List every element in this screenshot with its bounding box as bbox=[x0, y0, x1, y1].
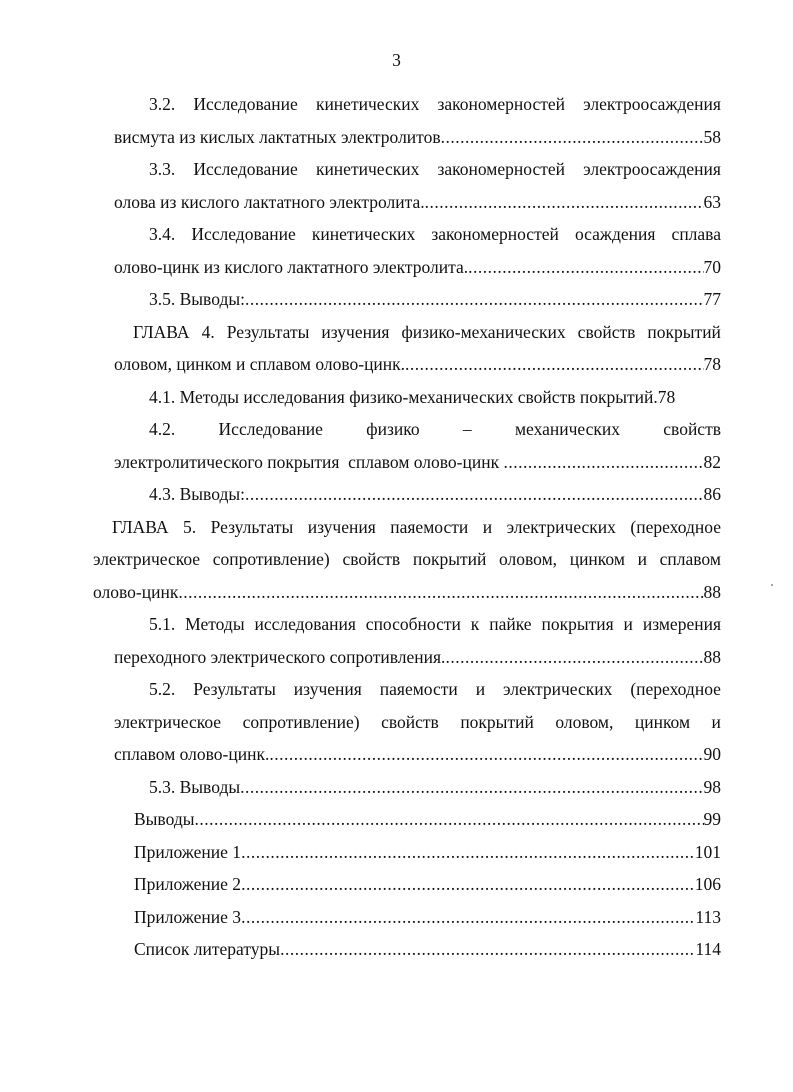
toc-word: пайке bbox=[489, 614, 532, 634]
page-number: 3 bbox=[392, 50, 401, 70]
toc-page-number: 106 bbox=[694, 874, 721, 894]
toc-word: (переходное bbox=[630, 516, 721, 537]
dot-leader bbox=[269, 739, 703, 770]
toc-entry-5-1-line2[interactable] bbox=[114, 642, 721, 673]
toc-entry-3-4-line1 bbox=[114, 219, 721, 250]
toc-entry-text: 5.3. Выводы bbox=[149, 776, 241, 797]
toc-page-number: 82 bbox=[703, 451, 721, 472]
toc-word: паяемости bbox=[390, 516, 469, 537]
toc-word: Результаты bbox=[210, 516, 294, 537]
toc-entry-text: висмута из кислых лактатных электролитов bbox=[114, 126, 441, 147]
toc-word: к bbox=[470, 614, 480, 634]
dot-leader bbox=[178, 577, 703, 608]
toc-word: Результаты bbox=[193, 679, 276, 699]
toc-word: кинетических bbox=[315, 159, 420, 179]
toc-word: Исследование bbox=[218, 419, 323, 439]
toc-entry-3-3-line1 bbox=[114, 154, 721, 185]
toc-word: и bbox=[482, 516, 493, 537]
toc-word: оловом, bbox=[499, 549, 558, 569]
toc-entry-text: электролитического покрытия сплавом олово-цинк bbox=[114, 451, 504, 472]
toc-entry-3-3-line2[interactable] bbox=[114, 187, 721, 218]
toc-entry-3-5[interactable] bbox=[114, 284, 721, 315]
toc-page-number: 114 bbox=[695, 939, 721, 959]
toc-word: кинетических bbox=[311, 224, 416, 244]
toc-page-number: 86 bbox=[703, 484, 721, 504]
toc-page-number: 90 bbox=[703, 744, 721, 764]
dot-leader bbox=[194, 804, 703, 835]
scan-speck bbox=[771, 584, 773, 586]
toc-word: 5. bbox=[183, 516, 197, 537]
toc-word: физико bbox=[366, 419, 420, 439]
toc-entry-text: 3.5. Выводы: bbox=[149, 289, 245, 309]
toc-word: оловом, bbox=[555, 711, 614, 732]
toc-entry-text: Список литературы bbox=[134, 939, 281, 959]
toc-page-number: 98 bbox=[703, 776, 721, 797]
toc-word: измерения bbox=[642, 614, 721, 634]
dot-leader bbox=[504, 447, 704, 478]
toc-word: и bbox=[623, 614, 633, 634]
toc-entry-5-2-line3[interactable] bbox=[114, 739, 721, 770]
toc-word: Исследование bbox=[191, 224, 296, 244]
dot-leader bbox=[241, 837, 695, 868]
toc-word: Результаты bbox=[226, 321, 310, 342]
toc-entry-3-2-line2[interactable] bbox=[114, 122, 721, 153]
toc-chapter-5-line2 bbox=[93, 544, 721, 575]
toc-entry-text: олово-цинк bbox=[93, 581, 179, 602]
toc-entry-5-3[interactable] bbox=[114, 772, 721, 803]
toc-entry-text: 4.3. Выводы: bbox=[149, 484, 245, 504]
toc-word: Исследование bbox=[193, 159, 298, 179]
toc-entry-text: Выводы bbox=[134, 809, 195, 829]
toc-word: 3.3. bbox=[149, 159, 176, 179]
toc-entry-4-1[interactable] bbox=[114, 382, 721, 413]
toc-page-number: 63 bbox=[703, 191, 721, 212]
toc-word: свойств bbox=[342, 549, 401, 569]
toc-word: 4.2. bbox=[149, 419, 176, 439]
toc-word: электрических bbox=[506, 516, 616, 537]
toc-entry-text: 4.1. Методы исследования физико-механических свойств покрытий. bbox=[149, 386, 658, 407]
toc-word: электроосаждения bbox=[583, 94, 721, 114]
toc-entry-text: Приложение 2 bbox=[134, 874, 242, 894]
toc-word: изучения bbox=[307, 516, 376, 537]
toc-page-number: 88 bbox=[703, 581, 721, 602]
dot-leader bbox=[441, 122, 704, 153]
toc-word: электроосаждения bbox=[583, 159, 721, 179]
toc-chapter-4-line2[interactable] bbox=[114, 349, 721, 380]
toc-word: 5.2. bbox=[149, 679, 176, 699]
toc-word: цинком bbox=[569, 549, 625, 569]
toc-entry-references[interactable] bbox=[114, 934, 721, 965]
toc-page-number: 101 bbox=[694, 841, 721, 862]
toc-word: электрическое bbox=[93, 549, 201, 569]
toc-entry-5-2-line2 bbox=[114, 707, 721, 738]
toc-word: сопротивление) bbox=[212, 549, 330, 569]
toc-entry-3-2-line1 bbox=[114, 89, 721, 120]
toc-page-number: 78 bbox=[657, 386, 676, 407]
toc-word: – bbox=[462, 419, 472, 439]
toc-entry-appendix-3[interactable] bbox=[114, 902, 721, 933]
toc-entry-text: Приложение 3 bbox=[134, 906, 242, 927]
toc-word: 3.2. bbox=[149, 94, 176, 114]
dot-leader bbox=[245, 479, 704, 510]
toc-word: электрических bbox=[503, 679, 613, 699]
toc-word: электрическое bbox=[114, 711, 222, 732]
toc-word: свойств bbox=[663, 419, 721, 439]
toc-entry-appendix-2[interactable] bbox=[114, 869, 721, 900]
toc-word: свойств bbox=[381, 711, 439, 732]
toc-word: исследования bbox=[254, 614, 356, 634]
toc-chapter-4-line1 bbox=[114, 317, 721, 348]
dot-leader bbox=[240, 772, 703, 803]
dot-leader bbox=[468, 252, 703, 283]
toc-entry-text: Приложение 1 bbox=[134, 841, 242, 862]
toc-entry-3-4-line2[interactable] bbox=[114, 252, 721, 283]
toc-word: осаждения bbox=[574, 224, 656, 244]
toc-word: покрытий bbox=[412, 549, 487, 569]
toc-word: 4. bbox=[201, 321, 215, 342]
toc-word: покрытия bbox=[541, 614, 614, 634]
toc-page-number: 77 bbox=[703, 289, 721, 309]
toc-word: способности bbox=[365, 614, 461, 634]
toc-word: изучения bbox=[321, 321, 390, 342]
toc-word: (переходное bbox=[630, 679, 721, 699]
dot-leader bbox=[445, 642, 703, 673]
toc-chapter-5-line3[interactable] bbox=[93, 577, 721, 608]
toc-word: ГЛАВА bbox=[112, 516, 169, 537]
dot-leader bbox=[405, 349, 703, 380]
toc-word: закономерностей bbox=[437, 94, 566, 114]
toc-entry-text: оловом, цинком и сплавом олово-цинк. bbox=[114, 354, 406, 374]
toc-word: и bbox=[711, 711, 721, 732]
toc-word: Методы bbox=[185, 614, 245, 634]
dot-leader bbox=[280, 934, 695, 965]
toc-entry-5-2-line1 bbox=[114, 674, 721, 705]
toc-word: свойств bbox=[577, 321, 636, 342]
toc-page-number: 113 bbox=[695, 906, 721, 927]
toc-chapter-5-line1 bbox=[93, 512, 721, 543]
toc-word: закономерностей bbox=[431, 224, 559, 244]
toc-word: механических bbox=[514, 419, 620, 439]
toc-word: и bbox=[637, 549, 647, 569]
toc-entry-4-2-line1 bbox=[114, 414, 721, 445]
toc-page-number: 88 bbox=[703, 646, 721, 667]
toc-entry-4-3[interactable] bbox=[114, 479, 721, 510]
dot-leader bbox=[241, 902, 695, 933]
toc-word: 5.1. bbox=[149, 614, 176, 634]
table-of-contents bbox=[93, 89, 721, 965]
toc-word: сплава bbox=[671, 224, 721, 244]
toc-entry-text: сплавом олово-цинк. bbox=[114, 744, 270, 764]
toc-word: покрытий bbox=[647, 321, 721, 342]
toc-word: 3.4. bbox=[149, 224, 176, 244]
toc-entry-appendix-1[interactable] bbox=[114, 837, 721, 868]
toc-word: и bbox=[475, 679, 486, 699]
toc-word: Исследование bbox=[193, 94, 298, 114]
toc-word: изучения bbox=[293, 679, 362, 699]
toc-entry-text: олова из кислого лактатного электролита. bbox=[114, 191, 425, 212]
dot-leader bbox=[425, 187, 704, 218]
toc-word: покрытий bbox=[460, 711, 534, 732]
toc-word: сопротивление) bbox=[242, 711, 360, 732]
toc-entry-text: переходного электрического сопротивления. bbox=[114, 646, 446, 667]
toc-word: паяемости bbox=[379, 679, 458, 699]
toc-page-number: 99 bbox=[703, 809, 721, 829]
toc-entry-5-1-line1 bbox=[114, 609, 721, 640]
toc-page-number: 58 bbox=[703, 126, 721, 147]
toc-entry-conclusions[interactable] bbox=[114, 804, 721, 835]
toc-word: ГЛАВА bbox=[133, 321, 190, 342]
toc-word: сплавом bbox=[659, 549, 721, 569]
dot-leader bbox=[241, 869, 695, 900]
toc-entry-4-2-line2[interactable] bbox=[114, 447, 721, 478]
toc-entry-text: олово-цинк из кислого лактатного электролита. bbox=[114, 256, 469, 277]
toc-page-number: 78 bbox=[703, 354, 721, 374]
toc-word: закономерностей bbox=[437, 159, 566, 179]
toc-word: цинком bbox=[634, 711, 691, 732]
toc-word: физико-механических bbox=[401, 321, 566, 342]
dot-leader bbox=[245, 284, 704, 315]
toc-word: кинетических bbox=[315, 94, 420, 114]
toc-page-number: 70 bbox=[703, 256, 721, 277]
